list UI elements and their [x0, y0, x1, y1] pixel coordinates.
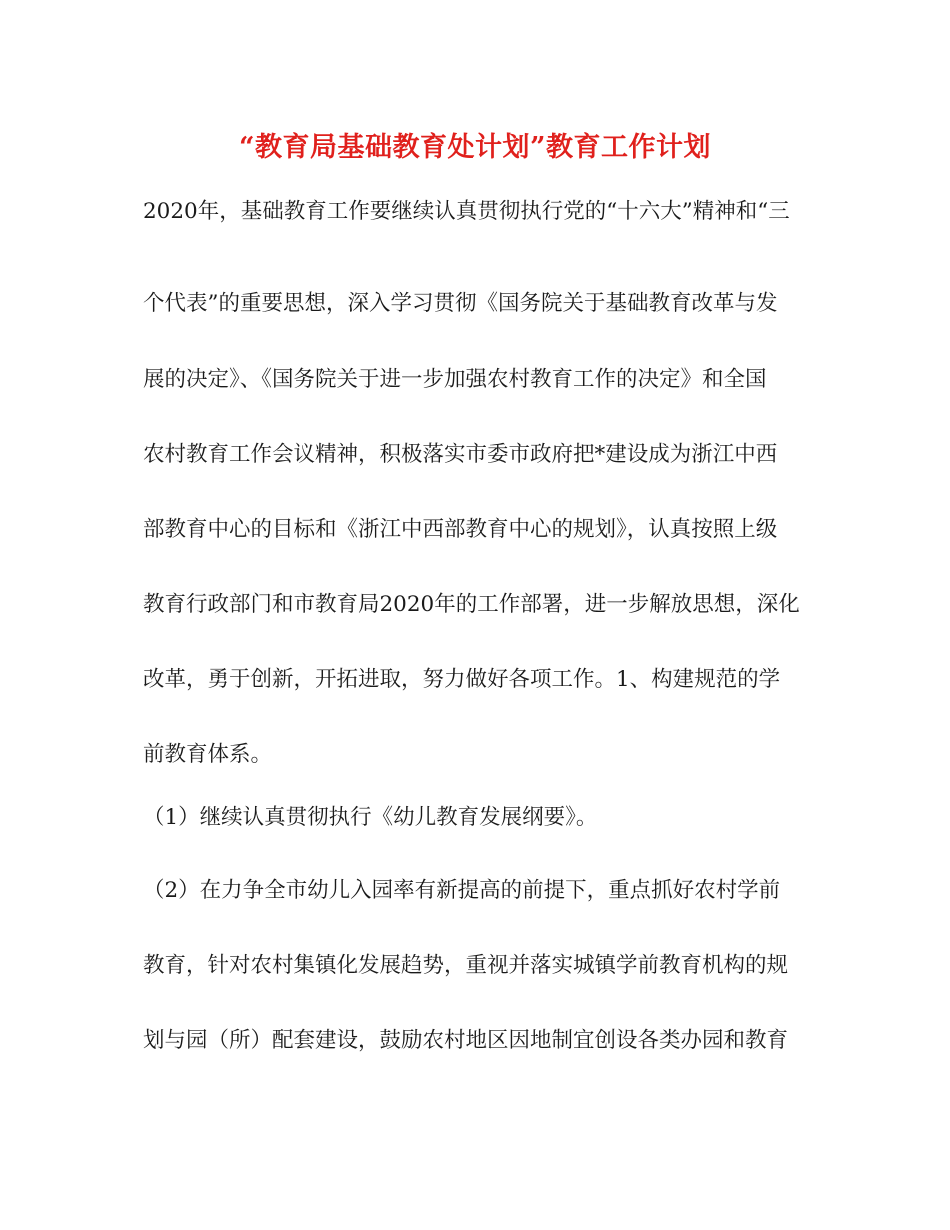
document-title: “教育局基础教育处计划”教育工作计划 — [238, 132, 712, 163]
body-line: （1）继续认真贯彻执行《幼儿教育发展纲要》。 — [143, 805, 598, 830]
body-line: 划与园（所）配套建设，鼓励农村地区因地制宜创设各类办园和教育 — [143, 1028, 789, 1053]
body-line: 教育，针对农村集镇化发展趋势，重视并落实城镇学前教育机构的规 — [143, 953, 789, 978]
body-line: 改革，勇于创新，开拓进取，努力做好各项工作。1、构建规范的学 — [143, 667, 781, 692]
body-line: 农村教育工作会议精神，积极落实市委市政府把*建设成为浙江中西 — [143, 442, 778, 467]
body-line: 2020年，基础教育工作要继续认真贯彻执行党的“十六大”精神和“三 — [143, 199, 790, 224]
body-line: （2）在力争全市幼儿入园率有新提高的前提下，重点抓好农村学前 — [143, 878, 781, 903]
body-line: 展的决定》、《国务院关于进一步加强农村教育工作的决定》和全国 — [143, 367, 767, 392]
body-line: 个代表”的重要思想，深入学习贯彻《国务院关于基础教育改革与发 — [143, 291, 778, 316]
body-line: 前教育体系。 — [143, 742, 273, 767]
body-line: 教育行政部门和市教育局2020年的工作部署，进一步解放思想，深化 — [143, 592, 800, 617]
body-line: 部教育中心的目标和《浙江中西部教育中心的规划》，认真按照上级 — [143, 517, 778, 542]
